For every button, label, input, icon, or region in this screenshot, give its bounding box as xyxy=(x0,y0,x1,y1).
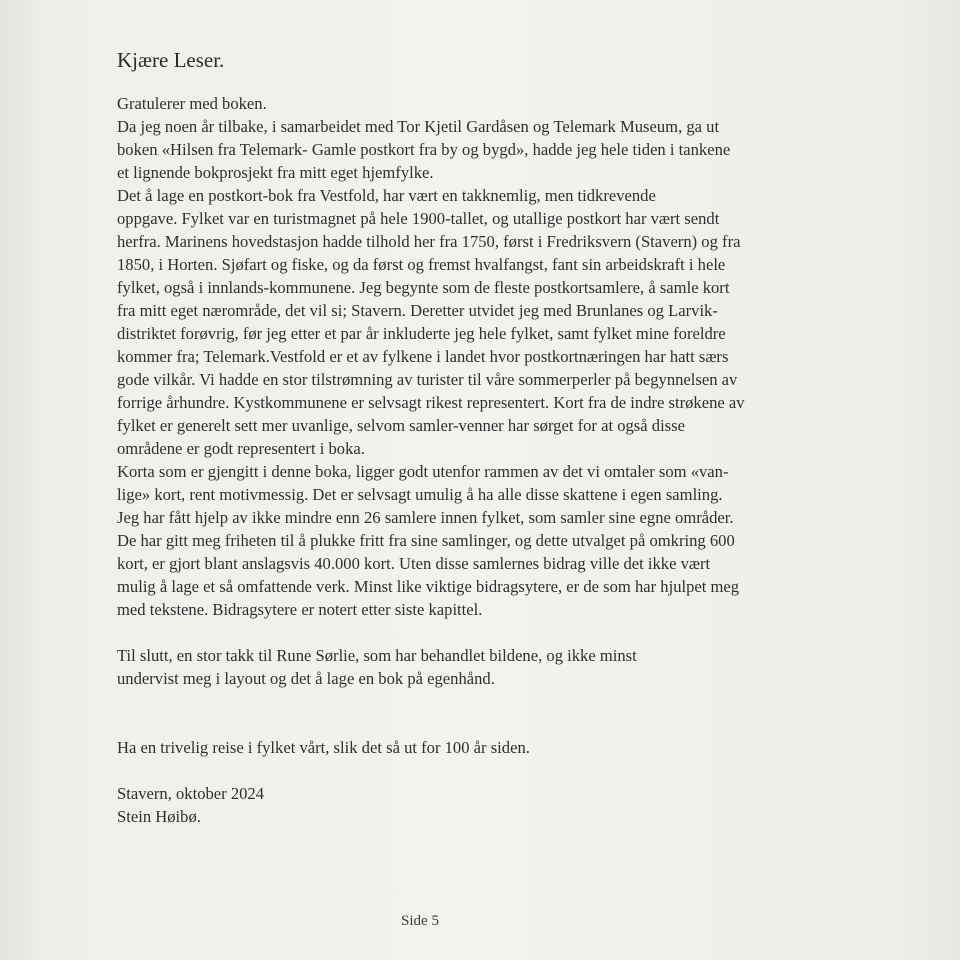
text-line: De har gitt meg friheten til å plukke fritt fra sine samlinger, og dette utvalget på omkring 600 xyxy=(117,531,735,550)
text-line: herfra. Marinens hovedstasjon hadde tilhold her fra 1750, først i Fredriksvern (Stavern) og fra xyxy=(117,232,741,251)
text-line: Da jeg noen år tilbake, i samarbeidet med Tor Kjetil Gardåsen og Telemark Museum, ga ut xyxy=(117,117,720,136)
text-line: forrige århundre. Kystkommunene er selvsagt rikest representert. Kort fra de indre strøkene av xyxy=(117,393,745,412)
paragraph-gap xyxy=(117,621,947,644)
page-number: Side 5 xyxy=(401,913,439,929)
thanks-line: Til slutt, en stor takk til Rune Sørlie, som har behandlet bildene, og ikke minst xyxy=(117,646,637,665)
text-line: Korta som er gjengitt i denne boka, ligger godt utenfor rammen av det vi omtaler som «van- xyxy=(117,462,729,481)
text-line: 1850, i Horten. Sjøfart og fiske, og da først og fremst hvalfangst, fant sin arbeidskraft i hele xyxy=(117,255,726,274)
text-line: med tekstene. Bidragsytere er notert etter siste kapittel. xyxy=(117,600,483,619)
text-line: kort, er gjort blant anslagsvis 40.000 kort. Uten disse samlernes bidrag ville det ikke vært xyxy=(117,554,711,573)
letter-body xyxy=(117,92,947,828)
paragraph-gap xyxy=(117,759,947,782)
text-line: kommer fra; Telemark.Vestfold er et av fylkene i landet hvor postkortnæringen har hatt særs xyxy=(117,347,729,366)
text-line: boken «Hilsen fra Telemark- Gamle postkort fra by og bygd», hadde jeg hele tiden i tankene xyxy=(117,140,731,159)
page-heading: Kjære Leser. xyxy=(117,48,225,72)
text-line: Jeg har fått hjelp av ikke mindre enn 26 samlere innen fylket, som samler sine egne områder. xyxy=(117,508,734,527)
place-date: Stavern, oktober 2024 xyxy=(117,784,265,803)
text-line: Det å lage en postkort-bok fra Vestfold, har vært en takknemlig, men tidkrevende xyxy=(117,186,656,205)
text-line: et lignende bokprosjekt fra mitt eget hjemfylke. xyxy=(117,163,434,182)
text-line: fylket er generelt sett mer uvanlige, selvom samler-venner har sørget for at også disse xyxy=(117,416,685,435)
text-line: områdene er godt representert i boka. xyxy=(117,439,365,458)
text-line: fra mitt eget nærområde, det vil si; Stavern. Deretter utvidet jeg med Brunlanes og Larvik- xyxy=(117,301,718,320)
text-line: oppgave. Fylket var en turistmagnet på hele 1900-tallet, og utallige postkort har vært sendt xyxy=(117,209,720,228)
text-line: fylket, også i innlands-kommunene. Jeg begynte som de fleste postkortsamlere, å samle kort xyxy=(117,278,730,297)
closing-line: Ha en trivelig reise i fylket vårt, slik det så ut for 100 år siden. xyxy=(117,738,530,757)
text-line: mulig å lage et så omfattende verk. Minst like viktige bidragsytere, er de som har hjulpet meg xyxy=(117,577,740,596)
text-line: lige» kort, rent motivmessig. Det er selvsagt umulig å ha alle disse skattene i egen samling. xyxy=(117,485,723,504)
text-line: Gratulerer med boken. xyxy=(117,94,267,113)
paragraph-gap xyxy=(117,690,947,736)
text-line: distriktet forøvrig, før jeg etter et par år inkluderte jeg hele fylket, samt fylket mine foreldre xyxy=(117,324,726,343)
signature: Stein Høibø. xyxy=(117,807,201,826)
thanks-line: undervist meg i layout og det å lage en bok på egenhånd. xyxy=(117,669,495,688)
text-line: gode vilkår. Vi hadde en stor tilstrømning av turister til våre sommerperler på begynnelsen av xyxy=(117,370,738,389)
